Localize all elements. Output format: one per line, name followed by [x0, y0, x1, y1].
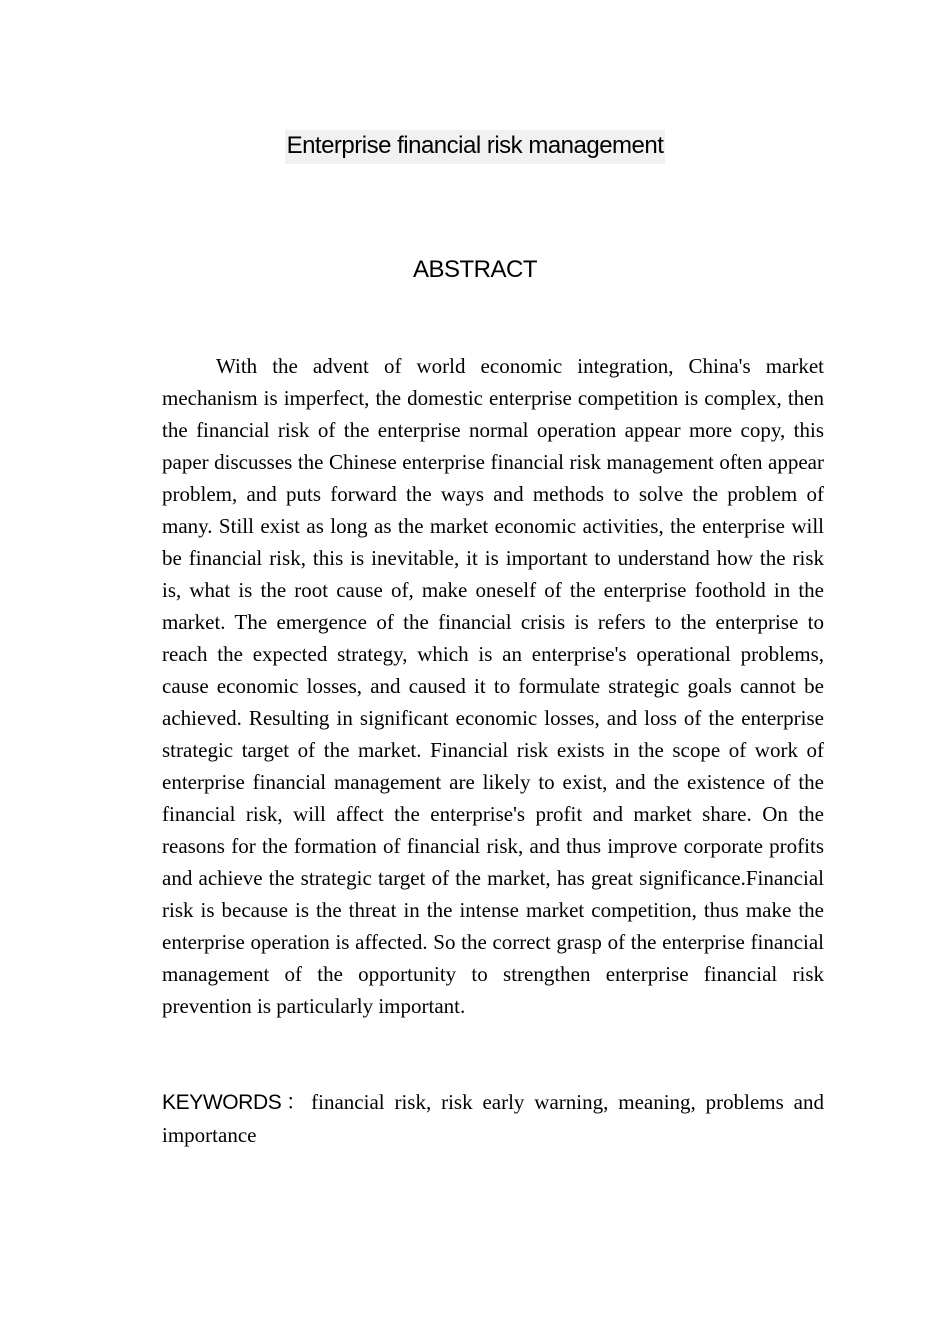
- document-title: [0, 124, 950, 164]
- keywords-label: KEYWORDS：: [162, 1091, 312, 1114]
- keywords-text: financial risk, risk early warning, meaning, problems and importance: [162, 1090, 824, 1147]
- abstract-paragraph: With the advent of world economic integration, China's market mechanism is imperfect, the domestic enterprise competition is complex, then the financial risk of the enterprise normal operation appear more copy, this paper discusses the Chinese enterprise financial risk management often appear problem, and puts forward the ways and methods to solve the problem of many. Still exist as long as the market economic activities, the enterprise will be financial risk, this is inevitable, it is important to understand how the risk is, what is the root cause of, make oneself of the enterprise foothold in the market. The emergence of the financial crisis is refers to the enterprise to reach the expected strategy, which is an enterprise's operational problems, cause economic losses, and caused it to formulate strategic goals cannot be achieved. Resulting in significant economic losses, and loss of the enterprise strategic target of the market. Financial risk exists in the scope of work of enterprise financial management are likely to exist, and the existence of the financial risk, will affect the enterprise's profit and market share. On the reasons for the formation of financial risk, and thus improve corporate profits and achieve the strategic target of the market, has great significance.Financial risk is because is the threat in the intense market competition, thus make the enterprise operation is affected. So the correct grasp of the enterprise financial management of the opportunity to strengthen enterprise financial risk prevention is particularly important.: [162, 354, 824, 1018]
- abstract-heading: ABSTRACT: [412, 256, 537, 283]
- keywords-line: [162, 1086, 824, 1151]
- document-title-text: Enterprise financial risk management: [285, 130, 666, 164]
